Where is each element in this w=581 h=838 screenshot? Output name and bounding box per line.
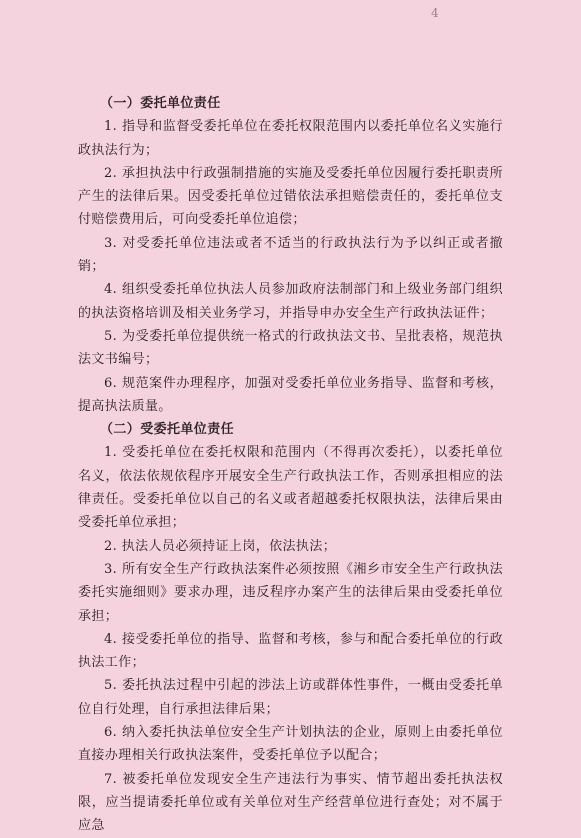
- section-heading-delegating-unit: （一）委托单位责任: [100, 96, 221, 111]
- paragraph: 1. 指导和监督受委托单位在委托权限范围内以委托单位名义实施行政执法行为；: [78, 119, 503, 158]
- paragraph: 4. 组织受委托单位执法人员参加政府法制部门和上级业务部门组织的执法资格培训及相关业务学习，并指导申办安全生产行政执法证件；: [78, 282, 503, 321]
- paragraph: 1. 受委托单位在委托权限和范围内（不得再次委托），以委托单位名义，依法依规依程序开展安全生产行政执法工作，否则承担相应的法律责任。受委托单位以自己的名义或者超越委托权限执法，法律后果由受委托单位承担；: [78, 445, 503, 531]
- paragraph: 6. 规范案件办理程序，加强对受委托单位业务指导、监督和考核，提高执法质量。: [78, 375, 503, 414]
- paragraph: 4. 接受委托单位的指导、监督和考核，参与和配合委托单位的行政执法工作；: [78, 631, 503, 671]
- section-heading-delegated-unit: （二）受委托单位责任: [100, 422, 235, 438]
- paragraph: 5. 为受委托单位提供统一格式的行政执法文书、呈批表格，规范执法文书编号；: [78, 328, 503, 368]
- paragraph: 3. 所有安全生产行政执法案件必须按照《湘乡市安全生产行政执法委托实施细则》要求办理，违反程序办案产生的法律后果由受委托单位承担；: [78, 561, 503, 624]
- paragraph: 5. 委托执法过程中引起的涉法上访或群体性事件，一概由受委托单位自行处理，自行承担法律后果；: [78, 678, 503, 717]
- paragraph: 7. 被委托单位发现安全生产违法行为事实、情节超出委托执法权限，应当提请委托单位或有关单位对生产经营单位进行查处；对不属于应急: [78, 771, 503, 834]
- paragraph: 6. 纳入委托执法单位安全生产计划执法的企业，原则上由委托单位直接办理相关行政执法案件，受委托单位予以配合；: [78, 725, 503, 764]
- paragraph: 2. 承担执法中行政强制措施的实施及受委托单位因履行委托职责所产生的法律后果。因受委托单位过错依法承担赔偿责任的，委托单位支付赔偿费用后，可向受委托单位追偿；: [78, 165, 503, 228]
- paragraph: 3. 对受委托单位违法或者不适当的行政执法行为予以纠正或者撤销；: [78, 235, 503, 275]
- paragraph: 2. 执法人员必须持证上岗，依法执法；: [104, 538, 337, 554]
- document-body: [78, 92, 503, 838]
- page-number: 4: [431, 6, 439, 20]
